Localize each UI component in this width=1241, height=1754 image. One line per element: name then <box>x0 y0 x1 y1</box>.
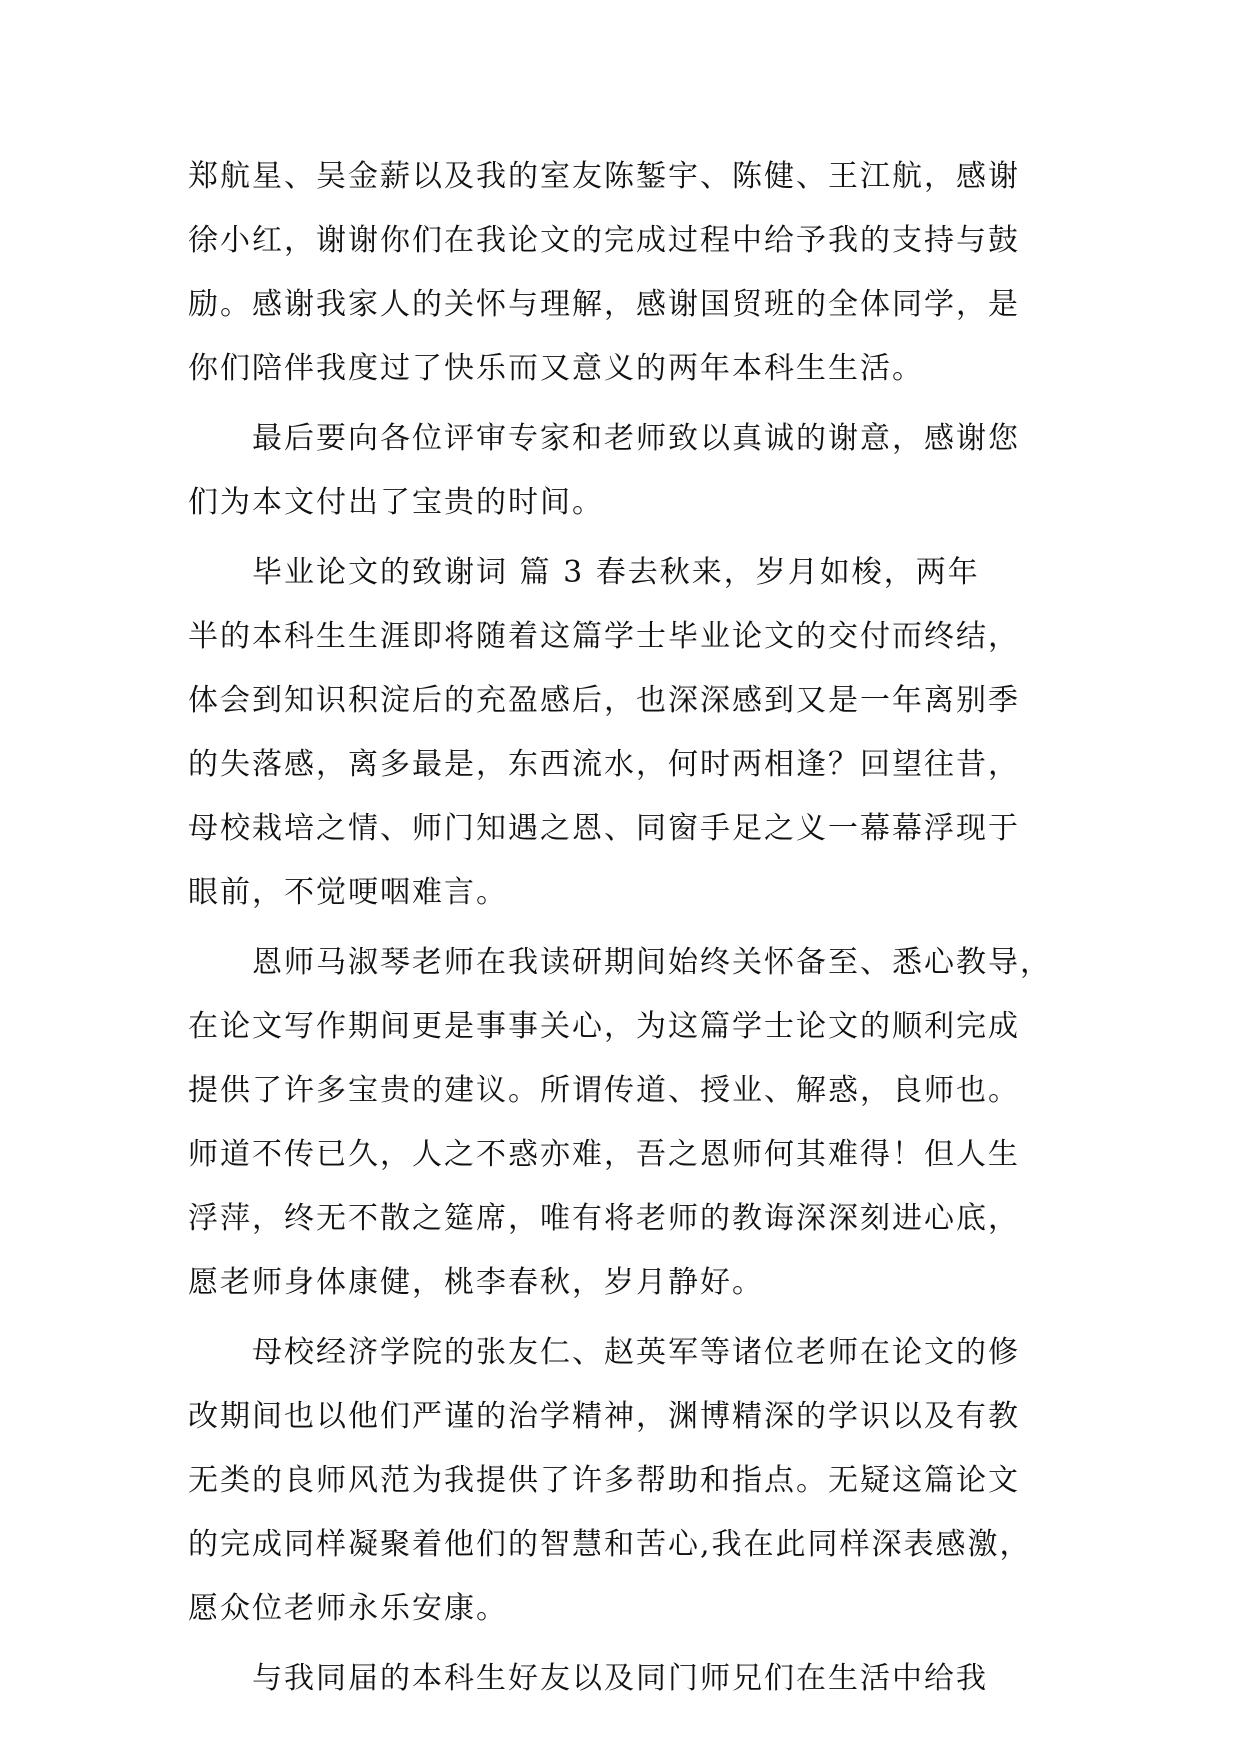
text-line: 眼前，不觉哽咽难言。 <box>188 875 508 910</box>
text-line: 徐小红，谢谢你们在我论文的完成过程中给予我的支持与鼓 <box>188 223 1020 258</box>
text-line: 浮萍，终无不散之筵席，唯有将老师的教诲深深刻进心底， <box>188 1201 1020 1236</box>
text-line: 的完成同样凝聚着他们的智慧和苦心,我在此同样深表感激， <box>188 1527 1032 1562</box>
text-line: 无类的良师风范为我提供了许多帮助和指点。无疑这篇论文 <box>188 1463 1020 1498</box>
text-line: 郑航星、吴金薪以及我的室友陈錾宇、陈健、王江航，感谢 <box>188 159 1020 194</box>
text-line: 体会到知识积淀后的充盈感后，也深深感到又是一年离别季 <box>188 683 1020 718</box>
text-line: 你们陪伴我度过了快乐而又意义的两年本科生生活。 <box>188 351 924 386</box>
text-line: 愿众位老师永乐安康。 <box>188 1591 508 1626</box>
paragraph-start-line: 母校经济学院的张友仁、赵英军等诸位老师在论文的修 <box>252 1335 1020 1370</box>
text-line: 母校栽培之情、师门知遇之恩、同窗手足之义一幕幕浮现于 <box>188 811 1020 846</box>
text-line: 改期间也以他们严谨的治学精神，渊博精深的学识以及有教 <box>188 1399 1020 1434</box>
paragraph-start-line: 与我同届的本科生好友以及同门师兄们在生活中给我 <box>252 1661 988 1696</box>
text-line: 的失落感，离多最是，东西流水，何时两相逢？回望往昔， <box>188 747 1020 782</box>
document-body <box>188 157 1058 1723</box>
text-line: 提供了许多宝贵的建议。所谓传道、授业、解惑，良师也。 <box>188 1073 1020 1108</box>
text-line: 励。感谢我家人的关怀与理解，感谢国贸班的全体同学，是 <box>188 287 1020 322</box>
text-line: 们为本文付出了宝贵的时间。 <box>188 485 604 520</box>
text-line: 愿老师身体康健，桃李春秋，岁月静好。 <box>188 1265 764 1300</box>
text-line: 半的本科生生涯即将随着这篇学士毕业论文的交付而终结， <box>188 619 1020 654</box>
text-line: 在论文写作期间更是事事关心，为这篇学士论文的顺利完成 <box>188 1009 1020 1044</box>
text-line: 师道不传已久，人之不惑亦难，吾之恩师何其难得！但人生 <box>188 1137 1020 1172</box>
paragraph-start-line: 恩师马淑琴老师在我读研期间始终关怀备至、悉心教导， <box>252 945 1052 980</box>
paragraph-start-line: 最后要向各位评审专家和老师致以真诚的谢意，感谢您 <box>252 421 1020 456</box>
section-heading-line: 毕业论文的致谢词 篇 3 春去秋来，岁月如梭，两年 <box>252 555 980 590</box>
